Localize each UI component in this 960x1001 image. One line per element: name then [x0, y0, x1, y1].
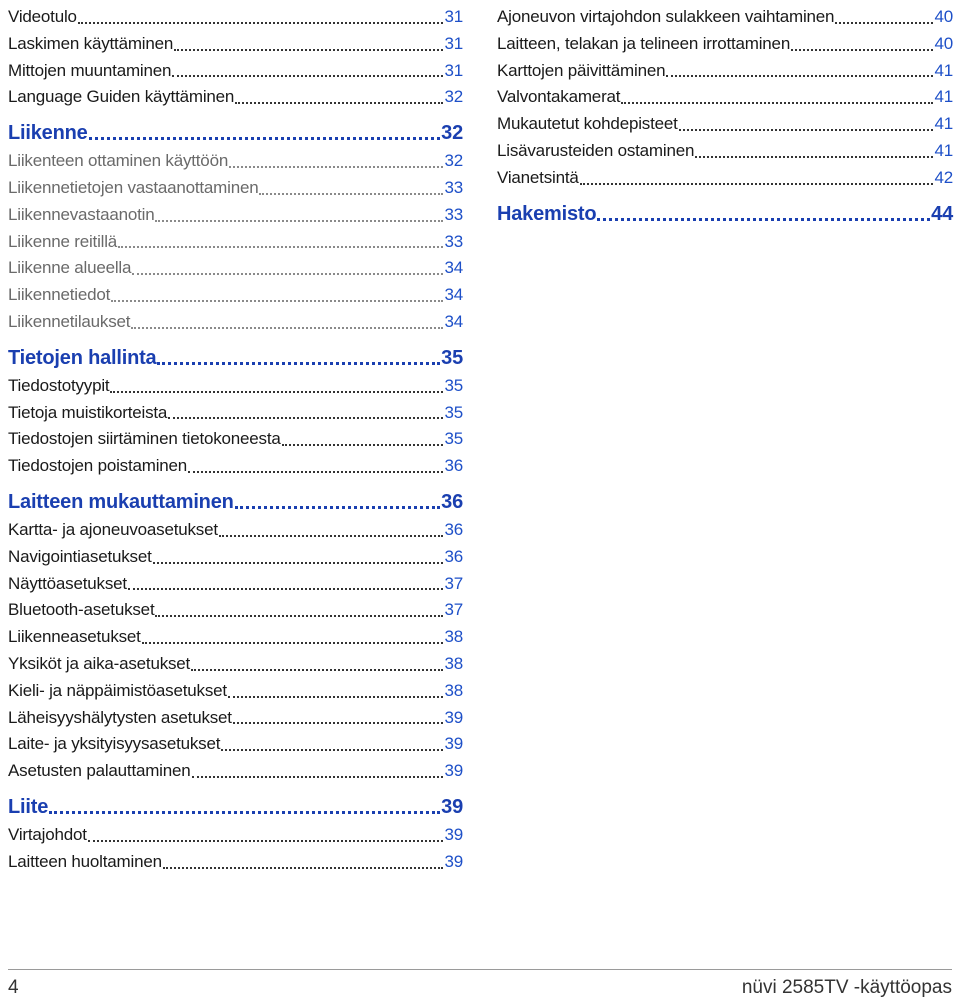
toc-section-customize: [8, 488, 463, 785]
toc-heading-title: Laitteen mukauttaminen: [8, 490, 234, 513]
dot-leader: [621, 102, 933, 104]
toc-entry-title: Liikennetiedot: [8, 285, 111, 305]
toc-entry[interactable]: [8, 282, 463, 309]
toc-section-heading[interactable]: [8, 793, 463, 822]
toc-entry[interactable]: [497, 165, 953, 192]
toc-entry-title: Tiedostojen siirtäminen tietokoneesta: [8, 429, 281, 449]
toc-entry-title: Liikenteen ottaminen käyttöön: [8, 151, 229, 171]
dot-leader: [191, 669, 443, 671]
toc-entry-page[interactable]: 35: [444, 402, 463, 422]
toc-entry[interactable]: [497, 31, 953, 58]
toc-entry[interactable]: [8, 255, 463, 282]
toc-entry-page[interactable]: 35: [444, 375, 463, 395]
toc-entry-page[interactable]: 41: [934, 87, 953, 107]
footer-divider: [8, 969, 952, 970]
toc-entry-page[interactable]: 41: [934, 60, 953, 80]
dot-leader: [128, 588, 444, 590]
dot-leader: [49, 811, 440, 814]
toc-heading-page[interactable]: 36: [441, 490, 463, 513]
toc-entry-page[interactable]: 40: [934, 7, 953, 26]
toc-entry-page[interactable]: 41: [934, 114, 953, 134]
toc-entry-page[interactable]: 38: [444, 653, 463, 673]
toc-entry-title: Navigointiasetukset: [8, 546, 152, 566]
dot-leader: [580, 183, 934, 185]
toc-heading-title: Liite: [8, 795, 49, 818]
toc-entry-title: Liikennetietojen vastaanottaminen: [8, 177, 259, 197]
dot-leader: [695, 156, 933, 158]
dot-leader: [142, 642, 444, 644]
dot-leader: [835, 22, 933, 24]
dot-leader: [172, 75, 443, 77]
toc-entry-page[interactable]: 39: [444, 851, 463, 871]
dot-leader: [188, 471, 443, 473]
toc-section-appendix-cont: [497, 4, 953, 192]
dot-leader: [192, 776, 444, 778]
dot-leader: [174, 49, 443, 51]
toc-entry-page[interactable]: 36: [444, 519, 463, 539]
toc-entry[interactable]: [8, 678, 463, 705]
toc-entry[interactable]: [8, 453, 463, 480]
dot-leader: [791, 49, 933, 51]
dot-leader: [163, 867, 444, 869]
toc-entry[interactable]: [8, 309, 463, 336]
toc-entry-page[interactable]: 33: [444, 204, 463, 224]
toc-entry[interactable]: [8, 229, 463, 256]
toc-entry[interactable]: [8, 544, 463, 571]
toc-entry-title: Mittojen muuntaminen: [8, 60, 172, 80]
dot-leader: [235, 102, 443, 104]
toc-entry-title: Kartta- ja ajoneuvoasetukset: [8, 519, 218, 539]
toc-entry-title: Asetusten palauttaminen: [8, 761, 191, 781]
toc-entry-page[interactable]: 39: [444, 707, 463, 727]
toc-entry-page[interactable]: 40: [934, 33, 953, 53]
toc-entry-page[interactable]: 33: [444, 177, 463, 197]
toc-entry[interactable]: [8, 849, 463, 876]
toc-section-heading[interactable]: [8, 119, 463, 148]
toc-section-intro: [8, 4, 463, 111]
toc-entry[interactable]: [8, 148, 463, 175]
toc-entry-page[interactable]: 36: [444, 546, 463, 566]
dot-leader: [111, 300, 443, 302]
toc-entry-page[interactable]: 39: [444, 761, 463, 781]
dot-leader: [110, 391, 443, 393]
toc-section-heading[interactable]: [8, 488, 463, 517]
toc-entry-title: Mukautetut kohdepisteet: [497, 114, 678, 134]
toc-entry-page[interactable]: 34: [444, 311, 463, 331]
dot-leader: [679, 129, 934, 131]
toc-entry-title: Kieli- ja näppäimistöasetukset: [8, 680, 227, 700]
toc-entry-title: Ajoneuvon virtajohdon sulakkeen vaihtaminen: [497, 7, 835, 26]
toc-entry-title: Laitteen huoltaminen: [8, 851, 162, 871]
toc-section-index: [497, 200, 953, 229]
toc-heading-title: Tietojen hallinta: [8, 346, 157, 369]
toc-entry-page[interactable]: 32: [444, 151, 463, 171]
toc-entry-title: Tietoja muistikorteista: [8, 402, 168, 422]
toc-entry-title: Laskimen käyttäminen: [8, 33, 174, 53]
toc-entry-title: Liikennetilaukset: [8, 311, 131, 331]
footer-document-title: nüvi 2585TV -käyttöopas: [741, 977, 952, 998]
dot-leader: [131, 327, 443, 329]
toc-entry[interactable]: [8, 651, 463, 678]
toc-entry[interactable]: [8, 597, 463, 624]
toc-entry-page[interactable]: 32: [444, 87, 463, 107]
toc-entry[interactable]: [8, 202, 463, 229]
dot-leader: [228, 696, 444, 698]
toc-entry-page[interactable]: 37: [444, 600, 463, 620]
toc-entry-title: Laite- ja yksityisyysasetukset: [8, 734, 221, 754]
toc-entry-title: Liikenne alueella: [8, 258, 132, 278]
dot-leader: [118, 246, 443, 248]
toc-entry[interactable]: [8, 400, 463, 427]
toc-entry-title: Bluetooth-asetukset: [8, 600, 155, 620]
toc-section-appendix: [8, 793, 463, 876]
toc-entry-page[interactable]: 34: [444, 285, 463, 305]
toc-entry[interactable]: [8, 426, 463, 453]
dot-leader: [153, 562, 444, 564]
toc-entry-title: Liikennevastaanotin: [8, 204, 155, 224]
toc-entry-title: Läheisyyshälytysten asetukset: [8, 707, 232, 727]
dot-leader: [259, 193, 443, 195]
toc-entry-page[interactable]: 38: [444, 627, 463, 647]
toc-entry[interactable]: [497, 4, 953, 31]
dot-leader: [88, 840, 444, 842]
dot-leader: [229, 166, 443, 168]
toc-entry[interactable]: [8, 373, 463, 400]
toc-entry[interactable]: [8, 624, 463, 651]
dot-leader: [132, 273, 443, 275]
toc-entry-title: Yksiköt ja aika-asetukset: [8, 653, 191, 673]
dot-leader: [282, 444, 444, 446]
toc-entry-title: Liikenneasetukset: [8, 627, 141, 647]
toc-section-data: [8, 344, 463, 480]
dot-leader: [219, 535, 444, 537]
toc-entry-page[interactable]: 42: [934, 167, 953, 187]
toc-entry[interactable]: [8, 758, 463, 785]
dot-leader: [666, 75, 933, 77]
toc-heading-title: Hakemisto: [497, 202, 597, 225]
toc-heading-title: Liikenne: [8, 122, 88, 145]
toc-entry-title: Tiedostotyypit: [8, 375, 110, 395]
toc-entry-page[interactable]: 37: [444, 573, 463, 593]
toc-entry[interactable]: [8, 175, 463, 202]
toc-entry-page[interactable]: 31: [444, 33, 463, 53]
toc-entry[interactable]: [8, 58, 463, 85]
footer-page-number: 4: [8, 977, 19, 998]
toc-entry-page[interactable]: 39: [444, 734, 463, 754]
toc-entry[interactable]: [8, 705, 463, 732]
toc-entry[interactable]: [8, 517, 463, 544]
toc-section-heading[interactable]: [497, 200, 953, 229]
toc-entry[interactable]: [8, 731, 463, 758]
dot-leader: [221, 749, 443, 751]
toc-entry-title: Lisävarusteiden ostaminen: [497, 140, 695, 160]
toc-entry-page[interactable]: 36: [444, 456, 463, 476]
toc-section-heading[interactable]: [8, 344, 463, 373]
toc-entry[interactable]: [497, 58, 953, 85]
toc-entry-title: Karttojen päivittäminen: [497, 60, 666, 80]
toc-entry-title: Liikenne reitillä: [8, 231, 118, 251]
toc-entry-title: Virtajohdot: [8, 824, 87, 844]
toc-entry[interactable]: [8, 84, 463, 111]
toc-entry[interactable]: [8, 31, 463, 58]
toc-entry-title: Näyttöasetukset: [8, 573, 127, 593]
toc-entry-page[interactable]: 31: [444, 7, 463, 26]
dot-leader: [155, 615, 443, 617]
toc-heading-page[interactable]: 35: [441, 346, 463, 369]
toc-entry-page[interactable]: 41: [934, 140, 953, 160]
toc-entry[interactable]: [8, 571, 463, 598]
toc-entry-page[interactable]: 38: [444, 680, 463, 700]
dot-leader: [78, 22, 444, 24]
dot-leader: [168, 417, 443, 419]
toc-entry-page[interactable]: 35: [444, 429, 463, 449]
toc-heading-page[interactable]: 39: [441, 795, 463, 818]
toc-entry-page[interactable]: 31: [444, 60, 463, 80]
toc-entry-page[interactable]: 33: [444, 231, 463, 251]
toc-heading-page[interactable]: 32: [441, 122, 463, 145]
toc-entry-title: Videotulo: [8, 7, 77, 26]
toc-entry-title: Laitteen, telakan ja telineen irrottaminen: [497, 33, 791, 53]
dot-leader: [157, 362, 440, 365]
toc-entry-title: Vianetsintä: [497, 167, 579, 187]
dot-leader: [155, 220, 443, 222]
dot-leader: [597, 218, 930, 221]
toc-entry[interactable]: [497, 84, 953, 111]
toc-entry[interactable]: [497, 138, 953, 165]
toc-right-column: [497, 4, 953, 237]
toc-entry-title: Tiedostojen poistaminen: [8, 456, 188, 476]
toc-entry-title: Language Guiden käyttäminen: [8, 87, 235, 107]
toc-left-column: [8, 4, 463, 884]
toc-section-traffic: [8, 119, 463, 336]
toc-entry[interactable]: [497, 111, 953, 138]
dot-leader: [235, 506, 441, 509]
toc-entry-page[interactable]: 39: [444, 824, 463, 844]
dot-leader: [233, 722, 444, 724]
dot-leader: [89, 137, 441, 140]
toc-heading-page[interactable]: 44: [931, 202, 953, 225]
toc-entry[interactable]: [8, 822, 463, 849]
toc-entry[interactable]: [8, 4, 463, 31]
toc-entry-page[interactable]: 34: [444, 258, 463, 278]
toc-entry-title: Valvontakamerat: [497, 87, 621, 107]
